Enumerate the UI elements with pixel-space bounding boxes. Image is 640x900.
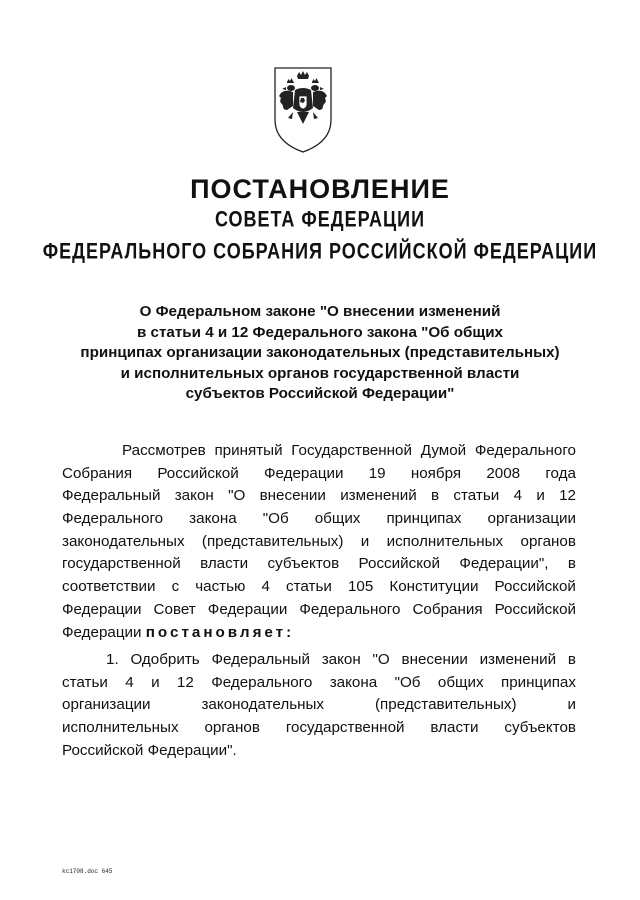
word: и xyxy=(360,532,370,550)
word: (представительных) xyxy=(201,532,344,550)
heading-line: О Федеральном законе "О внесении изменений xyxy=(139,303,501,320)
word: Федерации", xyxy=(459,555,549,573)
file-reference: kc1708.doc 645 xyxy=(62,868,113,875)
paragraph-line xyxy=(62,440,576,463)
heading-line: субъектов Российской Федерации" xyxy=(185,385,455,402)
heading-line: принципах организации законодательных (представительных) xyxy=(80,344,560,361)
clause-1-paragraph xyxy=(62,649,576,762)
word: статьи xyxy=(62,673,108,691)
paragraph-line xyxy=(62,599,576,622)
word: Федерального xyxy=(474,442,576,459)
word: организации xyxy=(487,510,576,528)
word: и xyxy=(536,487,545,505)
word: 1. xyxy=(106,651,119,668)
word: изменений xyxy=(340,487,417,505)
word: субъектов xyxy=(504,719,576,737)
word: закон xyxy=(321,651,361,668)
heading-line: и исполнительных органов государственной власти xyxy=(120,364,520,382)
word: "Об xyxy=(262,510,289,528)
word: закон xyxy=(174,487,214,505)
document-subtitle-line1: СОВЕТА ФЕДЕРАЦИИ xyxy=(214,206,426,232)
paragraph-text: Федерации xyxy=(62,623,146,641)
word: Собрания xyxy=(412,600,483,618)
resolves-keyword: постановляет: xyxy=(145,623,295,641)
word: 19 xyxy=(368,464,386,482)
word: изменений xyxy=(479,651,557,668)
word: Федерации xyxy=(263,464,344,482)
word: власти xyxy=(200,555,249,573)
word: закона xyxy=(329,673,378,691)
word: органов xyxy=(520,532,576,550)
word: "О xyxy=(228,487,246,505)
word: и xyxy=(567,696,576,714)
word: Российской xyxy=(494,578,576,596)
paragraph-line xyxy=(62,672,576,695)
word: 105 xyxy=(347,578,374,596)
word: общих xyxy=(437,673,484,691)
word: года xyxy=(545,464,576,482)
paragraph-line xyxy=(62,717,576,740)
paragraph-line xyxy=(62,576,576,599)
word: 2008 xyxy=(486,464,521,482)
paragraph-line xyxy=(62,531,576,554)
document-subtitle-line2: ФЕДЕРАЛЬНОГО СОБРАНИЯ РОССИЙСКОЙ ФЕДЕРАЦИИ xyxy=(42,238,598,264)
word: государственной xyxy=(285,719,405,737)
word: принципах xyxy=(500,673,576,691)
word: Федеральный xyxy=(211,651,310,668)
word: с xyxy=(171,578,180,596)
word: государственной xyxy=(62,555,181,573)
resolution-heading xyxy=(40,302,600,405)
word: Федерального xyxy=(62,510,164,528)
word: организации xyxy=(62,696,151,714)
paragraph-line xyxy=(62,485,576,508)
word: "О xyxy=(372,651,390,668)
word: внесении xyxy=(259,487,326,505)
word: Федерации xyxy=(62,600,142,618)
word: ноября xyxy=(410,464,462,482)
word: Одобрить xyxy=(130,651,200,668)
paragraph-line xyxy=(62,508,576,531)
word: 4 xyxy=(125,673,134,691)
preamble-paragraph xyxy=(62,440,576,644)
word: в xyxy=(431,487,440,505)
word: закона xyxy=(189,510,237,528)
paragraph-line xyxy=(62,463,576,486)
word: Российской xyxy=(494,600,576,618)
word: внесении xyxy=(401,651,468,668)
word: Думой xyxy=(420,442,467,459)
word: 4 xyxy=(513,487,523,505)
word: и xyxy=(151,673,160,691)
word: Федеральный xyxy=(62,487,161,505)
word: Рассмотрев xyxy=(122,442,206,459)
document-title: ПОСТАНОВЛЕНИЕ xyxy=(190,174,450,204)
word: Федерации xyxy=(207,600,288,618)
word: соответствии xyxy=(62,578,156,596)
word: законодательных xyxy=(62,532,185,550)
word: исполнительных xyxy=(386,532,504,550)
word: Федерального xyxy=(299,600,401,618)
word: Собрания xyxy=(62,464,133,482)
word: Совет xyxy=(153,600,196,618)
paragraph-line xyxy=(62,622,576,645)
word: власти xyxy=(430,719,479,737)
word: органов xyxy=(204,719,260,737)
word: исполнительных xyxy=(62,719,179,737)
word: общих xyxy=(314,510,361,528)
word: частью xyxy=(195,578,246,596)
word: принятый xyxy=(214,442,283,459)
word: Государственной xyxy=(291,442,412,459)
word: Российской xyxy=(157,464,239,482)
word: Российской xyxy=(358,555,440,573)
word: Конституции xyxy=(389,578,479,596)
word: 12 xyxy=(176,673,194,691)
word: законодательных xyxy=(201,696,325,714)
paragraph-line xyxy=(62,553,576,576)
word: Федерального xyxy=(211,673,313,691)
word: (представительных) xyxy=(374,696,517,714)
paragraph-line: Российской Федерации". xyxy=(62,741,237,759)
coat-of-arms-emblem xyxy=(271,62,335,154)
word: статьи xyxy=(453,487,500,505)
word: "Об xyxy=(394,673,421,691)
word: субъектов xyxy=(267,555,340,573)
word: 12 xyxy=(559,487,576,505)
word: принципах xyxy=(386,510,462,528)
word: 4 xyxy=(261,578,270,596)
word: в xyxy=(567,555,576,573)
word: статьи xyxy=(286,578,332,596)
paragraph-line xyxy=(62,649,576,672)
word: в xyxy=(567,651,576,668)
paragraph-line xyxy=(62,694,576,717)
heading-line: в статьи 4 и 12 Федерального закона "Об общих xyxy=(136,323,503,341)
